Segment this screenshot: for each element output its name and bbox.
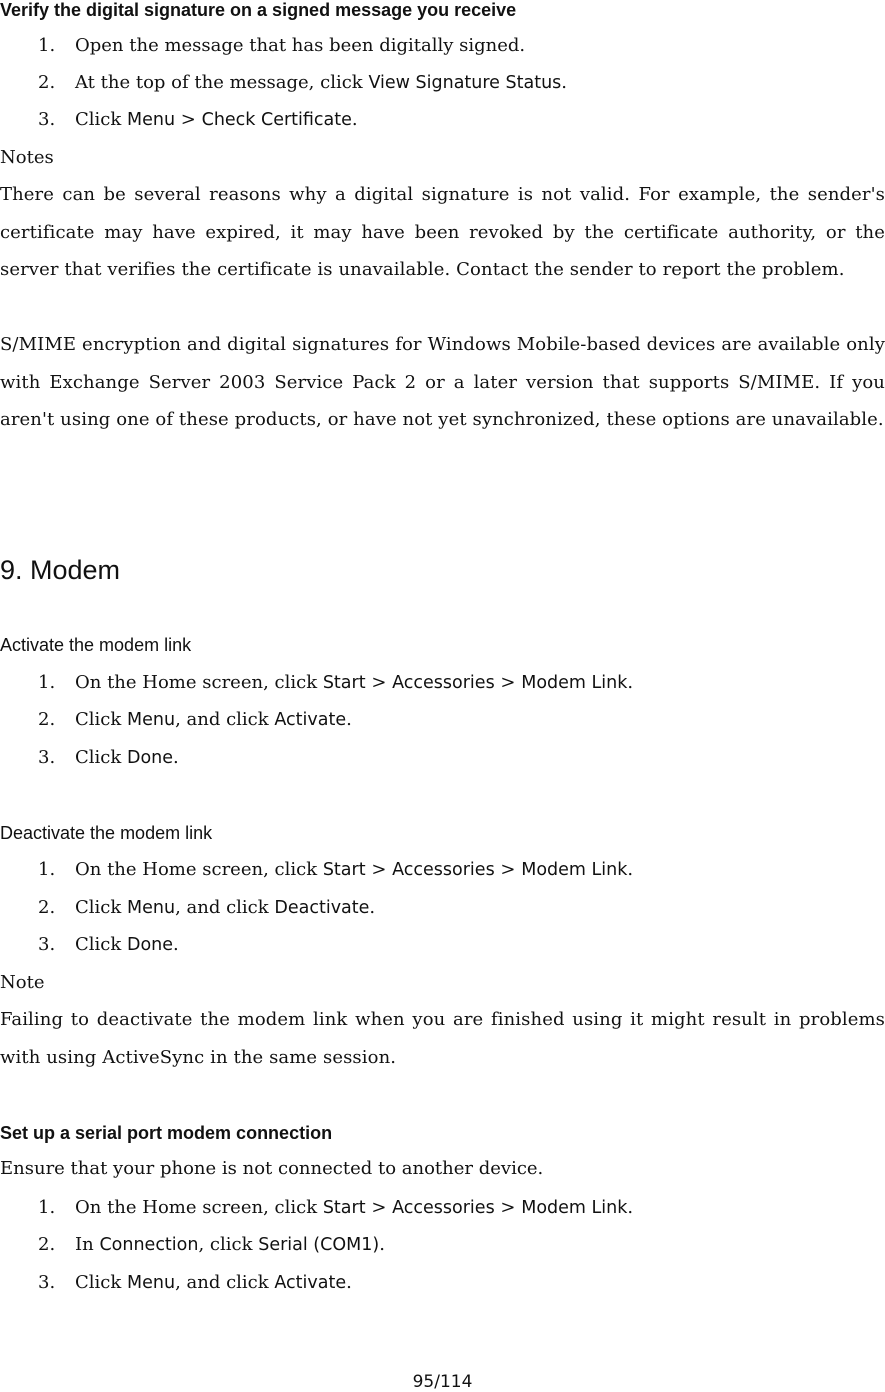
notes-paragraph: There can be several reasons why a digital signature is not valid. For example, the sender's certificate may have expired, it may have been revoked by the certificate authority, or the server that verifies the certificate is unavailable. Contact the sender to report the problem. — [0, 184, 885, 281]
ui-term: Menu — [127, 1273, 176, 1293]
section-title-deactivate: Deactivate the modem link — [0, 823, 213, 843]
note-label: Note — [0, 972, 45, 993]
ui-term: Connection — [99, 1235, 199, 1255]
step-text: On the Home screen, click Start > Accessories > Modem Link. — [75, 672, 634, 693]
step-number: 3. — [38, 1272, 56, 1293]
ui-term: Done — [127, 935, 174, 955]
step-number: 1. — [38, 1197, 56, 1218]
ui-term: Start — [322, 673, 366, 693]
step-text: Click Menu > Check Certificate. — [75, 109, 358, 130]
step-number: 3. — [38, 934, 56, 955]
notes-label: Notes — [0, 147, 54, 168]
step-text: On the Home screen, click Start > Accessories > Modem Link. — [75, 1197, 634, 1218]
step-number: 1. — [38, 672, 56, 693]
ui-term: Accessories — [392, 1198, 495, 1218]
ui-term: Done — [127, 748, 174, 768]
ui-term: Start — [322, 1198, 366, 1218]
step-text: Click Done. — [75, 747, 179, 768]
ui-term: Modem Link — [521, 860, 628, 880]
step-number: 2. — [38, 1234, 56, 1255]
step-text: At the top of the message, click View Signature Status. — [75, 72, 568, 93]
ui-term: Check Certificate — [201, 110, 352, 130]
step-number: 2. — [38, 72, 56, 93]
section-title-verify-signature: Verify the digital signature on a signed message you receive — [0, 0, 517, 20]
step-text: In Connection, click Serial (COM1). — [75, 1234, 385, 1255]
ui-term: Activate — [274, 1273, 347, 1293]
ui-term: Deactivate — [274, 898, 370, 918]
step-number: 2. — [38, 709, 56, 730]
step-number: 1. — [38, 859, 56, 880]
ui-term: Accessories — [392, 673, 495, 693]
ui-term: Menu — [127, 710, 176, 730]
ui-term: View Signature Status — [368, 73, 562, 93]
step-text: Click Menu, and click Activate. — [75, 709, 352, 730]
ui-term: Menu — [127, 110, 176, 130]
step-text: Open the message that has been digitally signed. — [75, 35, 526, 56]
step-text: Click Menu, and click Activate. — [75, 1272, 352, 1293]
step-number: 3. — [38, 109, 56, 130]
ui-term: Activate — [274, 710, 347, 730]
section-title-activate: Activate the modem link — [0, 635, 192, 655]
chapter-heading: 9. Modem — [0, 555, 121, 585]
step-text: Click Done. — [75, 934, 179, 955]
ui-term: Menu — [127, 898, 176, 918]
ui-term: Modem Link — [521, 673, 628, 693]
step-text: On the Home screen, click Start > Accessories > Modem Link. — [75, 859, 634, 880]
notes-paragraph: S/MIME encryption and digital signatures for Windows Mobile-based devices are available only with Exchange Server 2003 Service Pack 2 or a later version that supports S/MIME. If you aren't using one of these products, or have not yet synchronized, these options are unavailable. — [0, 334, 885, 431]
serial-intro: Ensure that your phone is not connected to another device. — [0, 1158, 544, 1179]
ui-term: Modem Link — [521, 1198, 628, 1218]
step-number: 2. — [38, 897, 56, 918]
step-number: 3. — [38, 747, 56, 768]
step-number: 1. — [38, 35, 56, 56]
section-title-serial-modem: Set up a serial port modem connection — [0, 1123, 333, 1143]
step-text: Click Menu, and click Deactivate. — [75, 897, 376, 918]
ui-term: Start — [322, 860, 366, 880]
page-number: 95/114 — [412, 1372, 473, 1392]
ui-term: Serial (COM1) — [258, 1235, 380, 1255]
note-paragraph: Failing to deactivate the modem link when you are finished using it might result in problems with using ActiveSync in the same session. — [0, 1009, 885, 1068]
ui-term: Accessories — [392, 860, 495, 880]
